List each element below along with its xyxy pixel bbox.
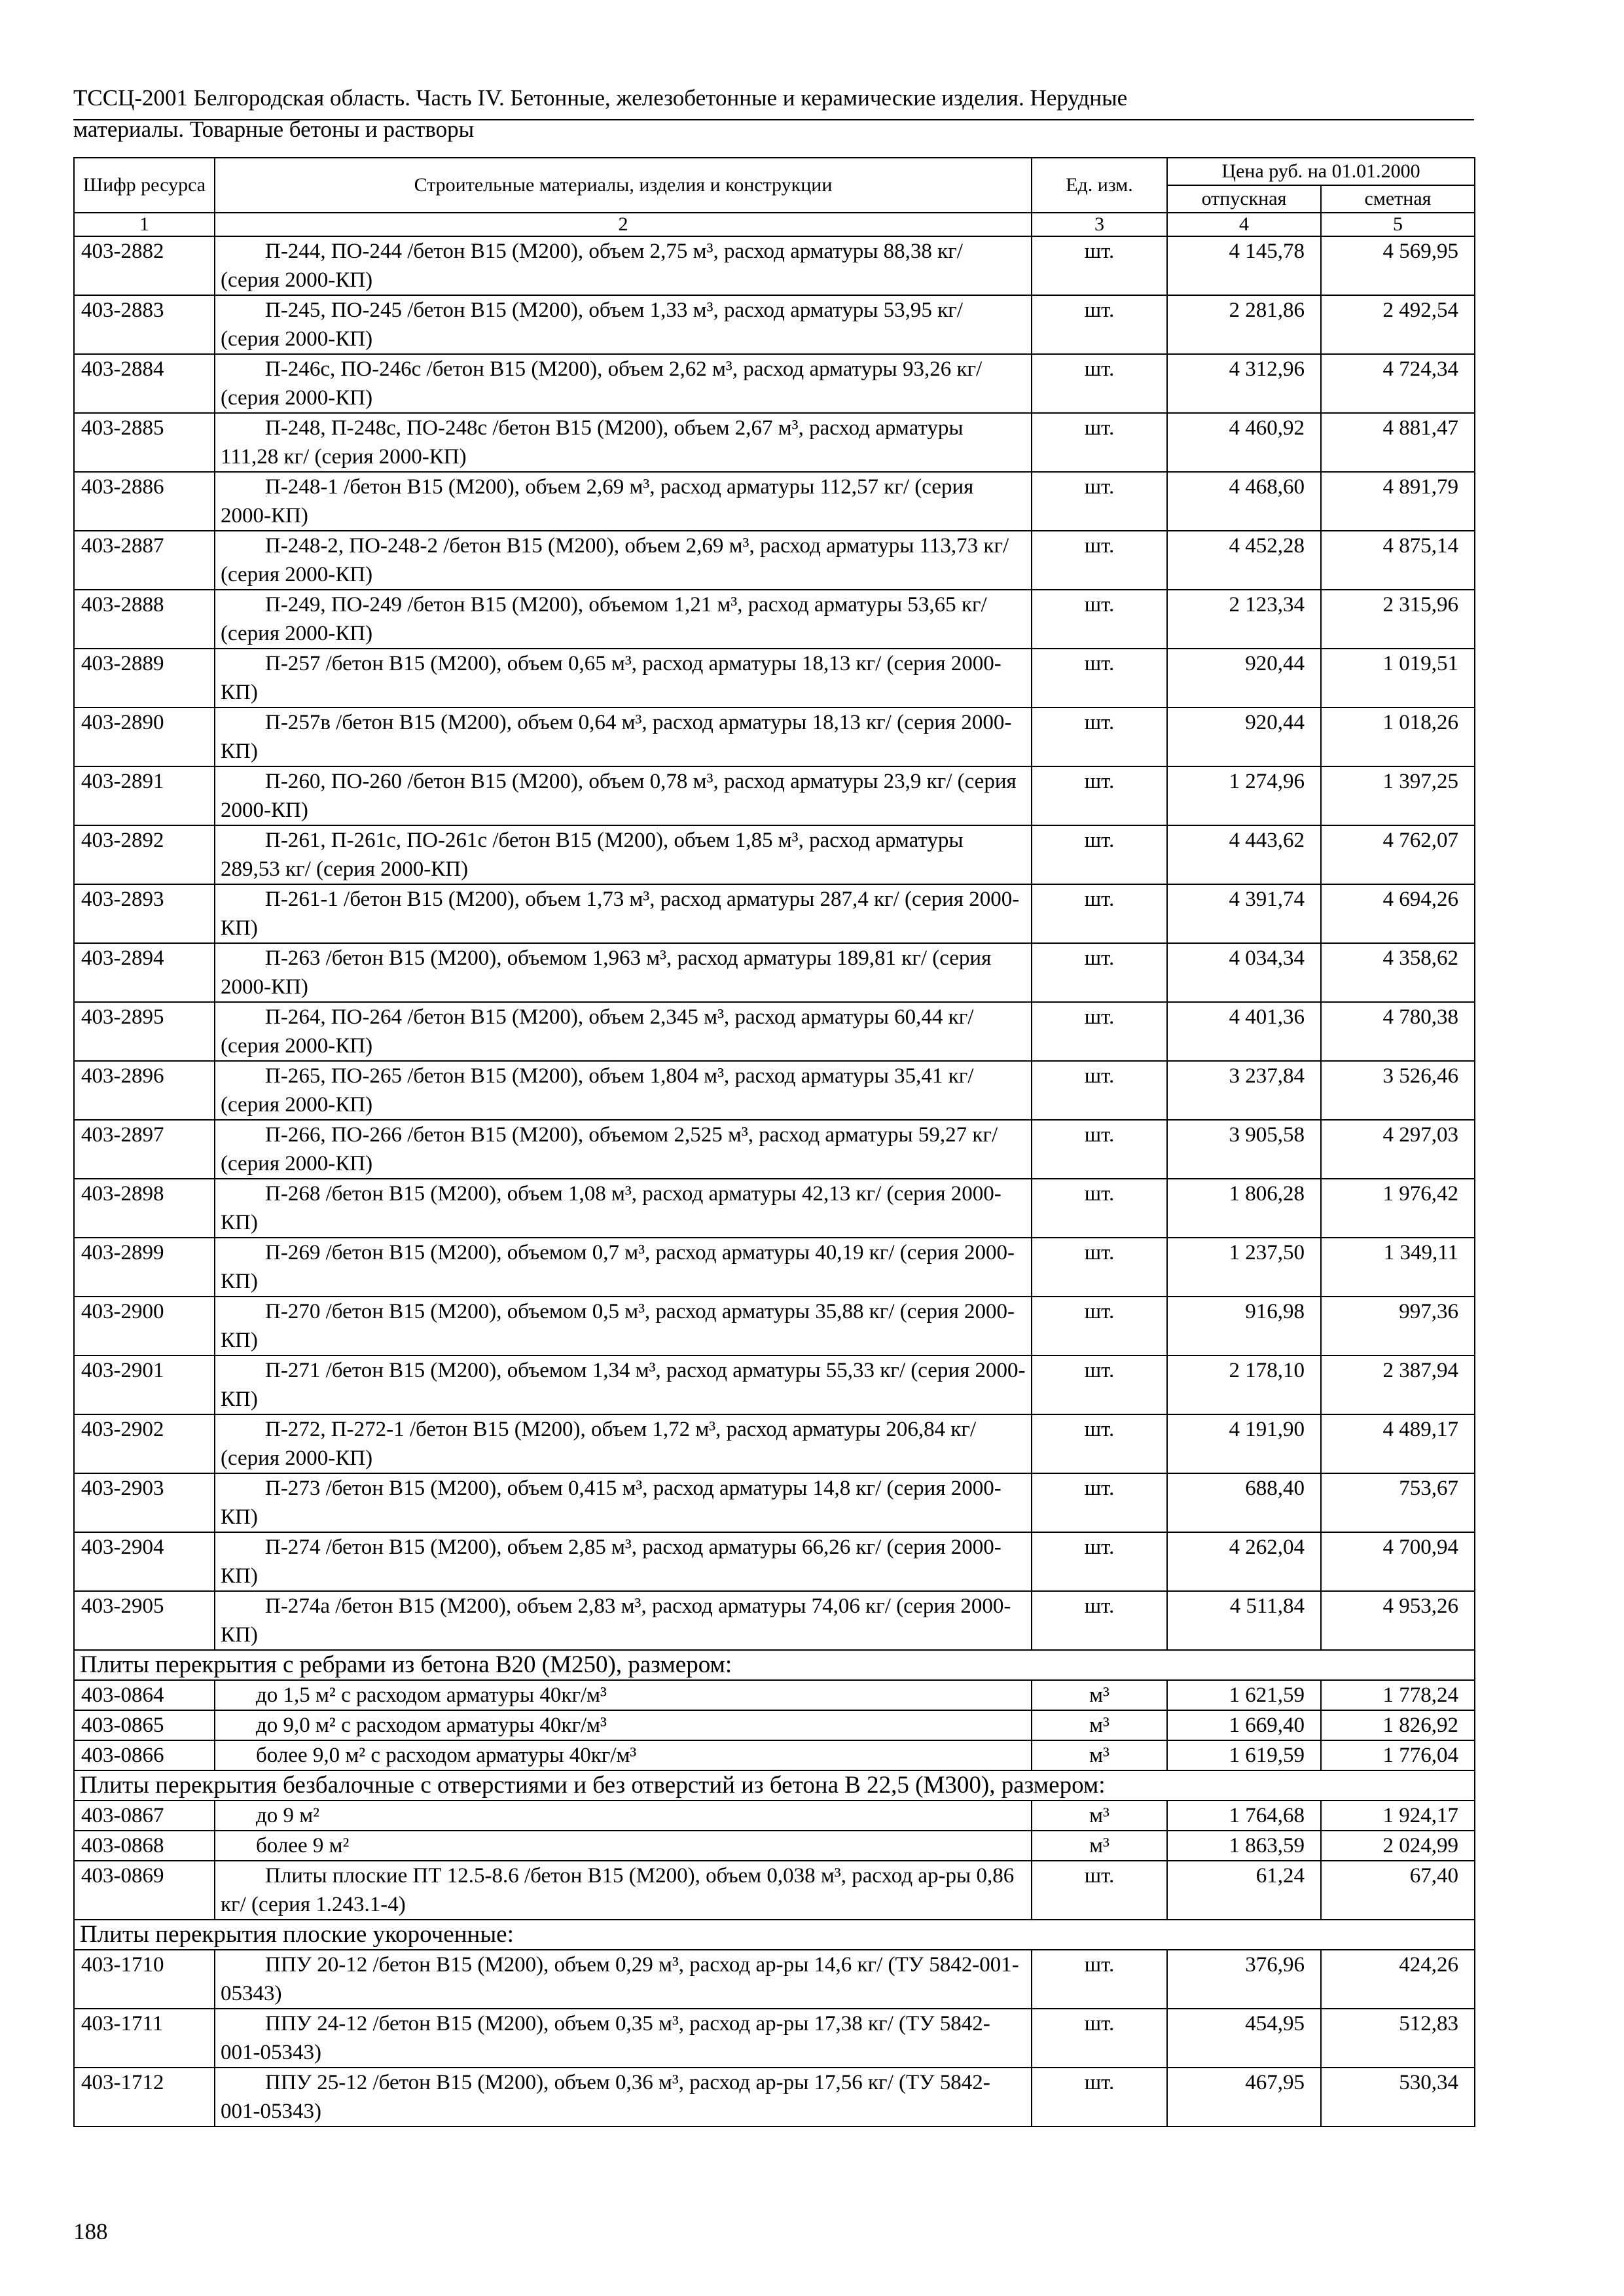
unit-cell: шт.: [1032, 1120, 1167, 1179]
release-price-cell: 3 905,58: [1167, 1120, 1321, 1179]
estimate-price-cell: 2 024,99: [1321, 1831, 1475, 1861]
release-price-cell: 1 764,68: [1167, 1801, 1321, 1831]
description-cell: П-270 /бетон B15 (М200), объемом 0,5 м³, расход арматуры 35,88 кг/ (серия 2000-КП): [215, 1297, 1032, 1355]
section-heading: Плиты перекрытия безбалочные с отверстиями и без отверстий из бетона В 22,5 (М300), размером:: [74, 1770, 1475, 1801]
release-price-cell: 3 237,84: [1167, 1061, 1321, 1120]
release-price-cell: 1 274,96: [1167, 766, 1321, 825]
description-cell: П-257 /бетон B15 (М200), объем 0,65 м³, расход арматуры 18,13 кг/ (серия 2000-КП): [215, 649, 1032, 708]
estimate-price-cell: 67,40: [1321, 1861, 1475, 1920]
description-cell: П-261, П-261с, ПО-261с /бетон B15 (М200), объем 1,85 м³, расход арматуры 289,53 кг/ (серия 2000-КП): [215, 825, 1032, 884]
estimate-price-cell: 4 724,34: [1321, 354, 1475, 413]
section-heading-row: [74, 1770, 1475, 1801]
table-row: [74, 590, 1475, 649]
page-number: 188: [73, 2219, 108, 2244]
description-cell: П-274а /бетон B15 (М200), объем 2,83 м³, расход арматуры 74,06 кг/ (серия 2000-КП): [215, 1591, 1032, 1650]
unit-cell: шт.: [1032, 649, 1167, 708]
unit-cell: шт.: [1032, 236, 1167, 295]
estimate-price-cell: 997,36: [1321, 1297, 1475, 1355]
estimate-price-cell: 2 315,96: [1321, 590, 1475, 649]
resource-code-cell: 403-2891: [74, 766, 215, 825]
release-price-cell: 4 460,92: [1167, 413, 1321, 472]
column-header-release-price: отпускная: [1167, 185, 1321, 213]
resource-code-cell: 403-2882: [74, 236, 215, 295]
description-cell: П-263 /бетон B15 (М200), объемом 1,963 м³, расход арматуры 189,81 кг/ (серия 2000-КП): [215, 943, 1032, 1002]
column-header-price-group: Цена руб. на 01.01.2000: [1167, 158, 1475, 185]
table-row: [74, 825, 1475, 884]
unit-cell: шт.: [1032, 943, 1167, 1002]
estimate-price-cell: 4 694,26: [1321, 884, 1475, 943]
estimate-price-cell: 1 349,11: [1321, 1238, 1475, 1297]
table-row: [74, 1414, 1475, 1473]
release-price-cell: 1 806,28: [1167, 1179, 1321, 1238]
table-row: [74, 2068, 1475, 2126]
column-header-unit: Ед. изм.: [1032, 158, 1167, 213]
section-heading-row: [74, 1920, 1475, 1950]
resource-code-cell: 403-1712: [74, 2068, 215, 2126]
resource-code-cell: 403-2901: [74, 1355, 215, 1414]
estimate-price-cell: 4 780,38: [1321, 1002, 1475, 1061]
description-cell: П-248-1 /бетон B15 (М200), объем 2,69 м³, расход арматуры 112,57 кг/ (серия 2000-КП): [215, 472, 1032, 531]
resource-code-cell: 403-2900: [74, 1297, 215, 1355]
release-price-cell: 4 262,04: [1167, 1532, 1321, 1591]
release-price-cell: 688,40: [1167, 1473, 1321, 1532]
description-cell: П-272, П-272-1 /бетон B15 (М200), объем 1,72 м³, расход арматуры 206,84 кг/ (серия 2000-КП): [215, 1414, 1032, 1473]
unit-cell: шт.: [1032, 1414, 1167, 1473]
release-price-cell: 4 443,62: [1167, 825, 1321, 884]
table-row: [74, 354, 1475, 413]
resource-code-cell: 403-2902: [74, 1414, 215, 1473]
release-price-cell: 61,24: [1167, 1861, 1321, 1920]
unit-cell: шт.: [1032, 708, 1167, 766]
resource-code-cell: 403-2903: [74, 1473, 215, 1532]
header-rule: [73, 119, 1474, 120]
table-row: [74, 1532, 1475, 1591]
release-price-cell: 920,44: [1167, 708, 1321, 766]
description-cell: П-269 /бетон B15 (М200), объемом 0,7 м³, расход арматуры 40,19 кг/ (серия 2000-КП): [215, 1238, 1032, 1297]
release-price-cell: 4 145,78: [1167, 236, 1321, 295]
resource-code-cell: 403-2884: [74, 354, 215, 413]
document-title-line-2: материалы. Товарные бетоны и растворы: [73, 117, 475, 142]
resource-code-cell: 403-2898: [74, 1179, 215, 1238]
description-cell: П-265, ПО-265 /бетон B15 (М200), объем 1,804 м³, расход арматуры 35,41 кг/ (серия 2000-КП): [215, 1061, 1032, 1120]
description-cell: ППУ 24-12 /бетон B15 (М200), объем 0,35 м³, расход ар-ры 17,38 кг/ (ТУ 5842-001-05343): [215, 2009, 1032, 2068]
estimate-price-cell: 1 018,26: [1321, 708, 1475, 766]
table-row: [74, 295, 1475, 354]
estimate-price-cell: 4 762,07: [1321, 825, 1475, 884]
unit-cell: шт.: [1032, 1179, 1167, 1238]
estimate-price-cell: 530,34: [1321, 2068, 1475, 2126]
resource-code-cell: 403-0866: [74, 1740, 215, 1770]
unit-cell: шт.: [1032, 1238, 1167, 1297]
release-price-cell: 454,95: [1167, 2009, 1321, 2068]
unit-cell: шт.: [1032, 1061, 1167, 1120]
description-cell: П-261-1 /бетон B15 (М200), объем 1,73 м³, расход арматуры 287,4 кг/ (серия 2000-КП): [215, 884, 1032, 943]
table-row: [74, 1179, 1475, 1238]
release-price-cell: 4 452,28: [1167, 531, 1321, 590]
description-cell: ППУ 25-12 /бетон B15 (М200), объем 0,36 м³, расход ар-ры 17,56 кг/ (ТУ 5842-001-05343): [215, 2068, 1032, 2126]
release-price-cell: 2 281,86: [1167, 295, 1321, 354]
description-cell: П-271 /бетон B15 (М200), объемом 1,34 м³, расход арматуры 55,33 кг/ (серия 2000-КП): [215, 1355, 1032, 1414]
estimate-price-cell: 753,67: [1321, 1473, 1475, 1532]
resource-code-cell: 403-2888: [74, 590, 215, 649]
table-row: [74, 236, 1475, 295]
estimate-price-cell: 4 953,26: [1321, 1591, 1475, 1650]
section-heading-row: [74, 1650, 1475, 1680]
column-number-row: [74, 213, 1475, 236]
resource-code-cell: 403-2904: [74, 1532, 215, 1591]
release-price-cell: 467,95: [1167, 2068, 1321, 2126]
estimate-price-cell: 4 489,17: [1321, 1414, 1475, 1473]
release-price-cell: 1 621,59: [1167, 1680, 1321, 1710]
unit-cell: шт.: [1032, 1950, 1167, 2009]
unit-cell: м³: [1032, 1710, 1167, 1740]
table-row: [74, 1740, 1475, 1770]
estimate-price-cell: 4 881,47: [1321, 413, 1475, 472]
table-row: [74, 1002, 1475, 1061]
resource-code-cell: 403-2887: [74, 531, 215, 590]
release-price-cell: 2 178,10: [1167, 1355, 1321, 1414]
estimate-price-cell: 512,83: [1321, 2009, 1475, 2068]
estimate-price-cell: 4 700,94: [1321, 1532, 1475, 1591]
table-header: [74, 158, 1475, 236]
description-cell: П-274 /бетон B15 (М200), объем 2,85 м³, расход арматуры 66,26 кг/ (серия 2000-КП): [215, 1532, 1032, 1591]
estimate-price-cell: 1 924,17: [1321, 1801, 1475, 1831]
resource-code-cell: 403-2889: [74, 649, 215, 708]
resource-code-cell: 403-2883: [74, 295, 215, 354]
release-price-cell: 916,98: [1167, 1297, 1321, 1355]
resource-code-cell: 403-2890: [74, 708, 215, 766]
unit-cell: шт.: [1032, 2009, 1167, 2068]
resource-code-cell: 403-2905: [74, 1591, 215, 1650]
release-price-cell: 4 401,36: [1167, 1002, 1321, 1061]
description-cell: до 9 м²: [215, 1801, 1032, 1831]
unit-cell: м³: [1032, 1831, 1167, 1861]
section-heading: Плиты перекрытия плоские укороченные:: [74, 1920, 1475, 1950]
table-row: [74, 766, 1475, 825]
resource-code-cell: 403-2886: [74, 472, 215, 531]
unit-cell: шт.: [1032, 590, 1167, 649]
column-number-3: 3: [1032, 213, 1167, 236]
column-number-5: 5: [1321, 213, 1475, 236]
unit-cell: шт.: [1032, 1473, 1167, 1532]
description-cell: П-248-2, ПО-248-2 /бетон B15 (М200), объем 2,69 м³, расход арматуры 113,73 кг/ (серия 2000-КП): [215, 531, 1032, 590]
release-price-cell: 4 511,84: [1167, 1591, 1321, 1650]
description-cell: П-264, ПО-264 /бетон B15 (М200), объем 2,345 м³, расход арматуры 60,44 кг/ (серия 2000-КП): [215, 1002, 1032, 1061]
unit-cell: шт.: [1032, 1355, 1167, 1414]
resource-code-cell: 403-1711: [74, 2009, 215, 2068]
unit-cell: шт.: [1032, 413, 1167, 472]
section-heading: Плиты перекрытия с ребрами из бетона В20 (М250), размером:: [74, 1650, 1475, 1680]
table-row: [74, 1591, 1475, 1650]
table-row: [74, 1950, 1475, 2009]
resource-code-cell: 403-2897: [74, 1120, 215, 1179]
estimate-price-cell: 1 976,42: [1321, 1179, 1475, 1238]
description-cell: П-248, П-248с, ПО-248с /бетон B15 (М200), объем 2,67 м³, расход арматуры 111,28 кг/ (серия 2000-КП): [215, 413, 1032, 472]
table-row: [74, 649, 1475, 708]
description-cell: П-266, ПО-266 /бетон B15 (М200), объемом 2,525 м³, расход арматуры 59,27 кг/ (серия 2000-КП): [215, 1120, 1032, 1179]
estimate-price-cell: 2 387,94: [1321, 1355, 1475, 1414]
table-row: [74, 531, 1475, 590]
table-body: [74, 236, 1475, 2126]
unit-cell: м³: [1032, 1801, 1167, 1831]
description-cell: П-268 /бетон B15 (М200), объем 1,08 м³, расход арматуры 42,13 кг/ (серия 2000-КП): [215, 1179, 1032, 1238]
table-row: [74, 1831, 1475, 1861]
table-row: [74, 1801, 1475, 1831]
resource-code-cell: 403-0869: [74, 1861, 215, 1920]
release-price-cell: 1 863,59: [1167, 1831, 1321, 1861]
release-price-cell: 376,96: [1167, 1950, 1321, 2009]
estimate-price-cell: 1 397,25: [1321, 766, 1475, 825]
page-header: [73, 82, 1474, 145]
estimate-price-cell: 4 297,03: [1321, 1120, 1475, 1179]
table-row: [74, 884, 1475, 943]
resource-code-cell: 403-2885: [74, 413, 215, 472]
description-cell: до 9,0 м² с расходом арматуры 40кг/м³: [215, 1710, 1032, 1740]
column-header-code: Шифр ресурса: [74, 158, 215, 213]
column-header-estimate-price: сметная: [1321, 185, 1475, 213]
table-row: [74, 1710, 1475, 1740]
description-cell: П-245, ПО-245 /бетон B15 (М200), объем 1,33 м³, расход арматуры 53,95 кг/ (серия 2000-КП): [215, 295, 1032, 354]
table-row: [74, 413, 1475, 472]
release-price-cell: 1 619,59: [1167, 1740, 1321, 1770]
table-row: [74, 1238, 1475, 1297]
description-cell: П-249, ПО-249 /бетон B15 (М200), объемом 1,21 м³, расход арматуры 53,65 кг/ (серия 2000-КП): [215, 590, 1032, 649]
description-cell: до 1,5 м² с расходом арматуры 40кг/м³: [215, 1680, 1032, 1710]
table-row: [74, 472, 1475, 531]
table-row: [74, 1861, 1475, 1920]
description-cell: П-244, ПО-244 /бетон B15 (М200), объем 2,75 м³, расход арматуры 88,38 кг/ (серия 2000-КП): [215, 236, 1032, 295]
estimate-price-cell: 1 776,04: [1321, 1740, 1475, 1770]
estimate-price-cell: 424,26: [1321, 1950, 1475, 2009]
table-row: [74, 2009, 1475, 2068]
resource-code-cell: 403-0865: [74, 1710, 215, 1740]
description-cell: П-246с, ПО-246с /бетон B15 (М200), объем 2,62 м³, расход арматуры 93,26 кг/ (серия 2000-КП): [215, 354, 1032, 413]
unit-cell: шт.: [1032, 295, 1167, 354]
resource-code-cell: 403-0864: [74, 1680, 215, 1710]
unit-cell: шт.: [1032, 1002, 1167, 1061]
resource-code-cell: 403-1710: [74, 1950, 215, 2009]
unit-cell: м³: [1032, 1680, 1167, 1710]
estimate-price-cell: 4 358,62: [1321, 943, 1475, 1002]
unit-cell: шт.: [1032, 766, 1167, 825]
column-number-2: 2: [215, 213, 1032, 236]
release-price-cell: 4 468,60: [1167, 472, 1321, 531]
resource-code-cell: 403-2894: [74, 943, 215, 1002]
resource-code-cell: 403-2892: [74, 825, 215, 884]
description-cell: более 9 м²: [215, 1831, 1032, 1861]
release-price-cell: 4 391,74: [1167, 884, 1321, 943]
unit-cell: шт.: [1032, 825, 1167, 884]
table-row: [74, 1355, 1475, 1414]
unit-cell: шт.: [1032, 1297, 1167, 1355]
estimate-price-cell: 4 891,79: [1321, 472, 1475, 531]
price-table: [73, 157, 1475, 2127]
unit-cell: шт.: [1032, 1861, 1167, 1920]
description-cell: более 9,0 м² с расходом арматуры 40кг/м³: [215, 1740, 1032, 1770]
estimate-price-cell: 1 826,92: [1321, 1710, 1475, 1740]
table-row: [74, 943, 1475, 1002]
unit-cell: м³: [1032, 1740, 1167, 1770]
table-row: [74, 1297, 1475, 1355]
column-number-1: 1: [74, 213, 215, 236]
table-row: [74, 708, 1475, 766]
unit-cell: шт.: [1032, 531, 1167, 590]
release-price-cell: 1 237,50: [1167, 1238, 1321, 1297]
description-cell: П-273 /бетон B15 (М200), объем 0,415 м³, расход арматуры 14,8 кг/ (серия 2000-КП): [215, 1473, 1032, 1532]
release-price-cell: 1 669,40: [1167, 1710, 1321, 1740]
estimate-price-cell: 1 019,51: [1321, 649, 1475, 708]
release-price-cell: 4 312,96: [1167, 354, 1321, 413]
column-number-4: 4: [1167, 213, 1321, 236]
unit-cell: шт.: [1032, 884, 1167, 943]
resource-code-cell: 403-2895: [74, 1002, 215, 1061]
estimate-price-cell: 1 778,24: [1321, 1680, 1475, 1710]
resource-code-cell: 403-0867: [74, 1801, 215, 1831]
resource-code-cell: 403-0868: [74, 1831, 215, 1861]
column-header-description: Строительные материалы, изделия и конструкции: [215, 158, 1032, 213]
document-title-line-1: ТССЦ-2001 Белгородская область. Часть IV. Бетонные, железобетонные и керамические изделия. Нерудные: [73, 85, 1128, 111]
description-cell: ППУ 20-12 /бетон B15 (М200), объем 0,29 м³, расход ар-ры 14,6 кг/ (ТУ 5842-001-05343): [215, 1950, 1032, 2009]
release-price-cell: 4 191,90: [1167, 1414, 1321, 1473]
resource-code-cell: 403-2896: [74, 1061, 215, 1120]
description-cell: П-260, ПО-260 /бетон B15 (М200), объем 0,78 м³, расход арматуры 23,9 кг/ (серия 2000-КП): [215, 766, 1032, 825]
description-cell: Плиты плоские ПТ 12.5-8.6 /бетон B15 (М200), объем 0,038 м³, расход ар-ры 0,86 кг/ (серия 1.243.1-4): [215, 1861, 1032, 1920]
estimate-price-cell: 4 569,95: [1321, 236, 1475, 295]
resource-code-cell: 403-2899: [74, 1238, 215, 1297]
resource-code-cell: 403-2893: [74, 884, 215, 943]
unit-cell: шт.: [1032, 1532, 1167, 1591]
estimate-price-cell: 3 526,46: [1321, 1061, 1475, 1120]
table-row: [74, 1061, 1475, 1120]
table-row: [74, 1473, 1475, 1532]
unit-cell: шт.: [1032, 1591, 1167, 1650]
unit-cell: шт.: [1032, 354, 1167, 413]
release-price-cell: 2 123,34: [1167, 590, 1321, 649]
release-price-cell: 920,44: [1167, 649, 1321, 708]
estimate-price-cell: 4 875,14: [1321, 531, 1475, 590]
unit-cell: шт.: [1032, 472, 1167, 531]
estimate-price-cell: 2 492,54: [1321, 295, 1475, 354]
table-row: [74, 1120, 1475, 1179]
release-price-cell: 4 034,34: [1167, 943, 1321, 1002]
unit-cell: шт.: [1032, 2068, 1167, 2126]
table-row: [74, 1680, 1475, 1710]
description-cell: П-257в /бетон B15 (М200), объем 0,64 м³, расход арматуры 18,13 кг/ (серия 2000-КП): [215, 708, 1032, 766]
